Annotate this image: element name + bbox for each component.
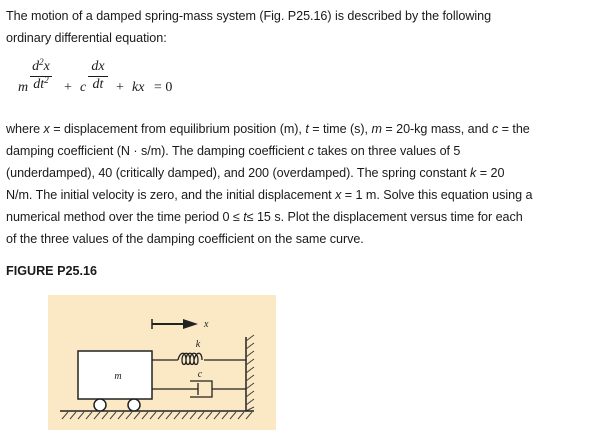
body-line-2 [6, 140, 602, 162]
eq-d2x-var: x [43, 59, 50, 74]
damper-label: c [197, 369, 203, 380]
text-run: = displacement from equilibrium position (m), [49, 122, 306, 136]
eq-d2x-exponent: 2 [39, 57, 44, 67]
eq-plus-1: + [64, 80, 72, 95]
ground [60, 411, 254, 419]
eq-d2x-d: d [32, 59, 40, 74]
italic-variable: t [305, 122, 309, 136]
text-run: = time (s), [308, 122, 372, 136]
spring-label: k [195, 339, 201, 350]
text-run: N/m. The initial velocity is zero, and the initial displacement [6, 188, 336, 202]
body-line-6 [6, 228, 602, 250]
body-line-1 [6, 118, 602, 140]
eq-dt: dt [92, 77, 104, 92]
text-run: ≤ 15 s. Plot the displacement versus time for each [246, 210, 523, 224]
body-line-3 [6, 162, 602, 184]
eq-mass: m [18, 80, 29, 95]
text-run: (underdamped), 40 (critically damped), and 200 (overdamped). The spring constant [6, 166, 471, 180]
text-run: = the [498, 122, 530, 136]
italic-variable: t [243, 210, 247, 224]
mass-label: m [114, 371, 122, 382]
problem-body [6, 118, 602, 250]
spring-mass-figure [48, 295, 276, 430]
eq-second-derivative [30, 57, 52, 92]
eq-first-derivative [88, 60, 108, 92]
body-line-5 [6, 206, 602, 228]
wheel-left [94, 399, 106, 411]
intro-line-1: The motion of a damped spring-mass system (Fig. P25.16) is described by the following [6, 9, 492, 23]
italic-variable: c [491, 122, 499, 136]
eq-equals-zero: = 0 [154, 80, 173, 95]
italic-variable: x [335, 188, 342, 202]
spring-mass-diagram [48, 295, 276, 430]
figure-caption: FIGURE P25.16 [6, 264, 97, 278]
text-run: takes on three values of 5 [314, 144, 461, 158]
text-run: = 20 [476, 166, 505, 180]
displacement-label: x [204, 319, 209, 330]
damper-icon [152, 381, 246, 397]
text-run: damping coefficient (N · s/m). The damping coefficient [6, 144, 308, 158]
eq-dx: dx [91, 59, 105, 74]
text-run: numerical method over the time period 0 ≤ [6, 210, 244, 224]
intro-line-2: ordinary differential equation: [6, 31, 167, 45]
text-run: = 1 m. Solve this equation using a [341, 188, 533, 202]
spring-icon [152, 353, 246, 364]
eq-spring-term: kx [132, 80, 145, 95]
eq-dt2: dt [33, 77, 45, 92]
body-line-4 [6, 184, 602, 206]
fixed-wall [246, 335, 254, 411]
displacement-arrow-icon [152, 319, 198, 329]
text-run: where [6, 122, 44, 136]
text-run: of the three values of the damping coefficient on the same curve. [6, 232, 364, 246]
wheel-right [128, 399, 140, 411]
italic-variable: x [43, 122, 50, 136]
italic-variable: k [470, 166, 477, 180]
text-run: = 20-kg mass, and [381, 122, 492, 136]
intro-paragraph [6, 5, 602, 49]
eq-damping: c [80, 80, 87, 95]
italic-variable: m [371, 122, 382, 136]
italic-variable: c [307, 144, 314, 158]
eq-dt2-exponent: 2 [44, 75, 49, 85]
eq-plus-2: + [116, 80, 124, 95]
